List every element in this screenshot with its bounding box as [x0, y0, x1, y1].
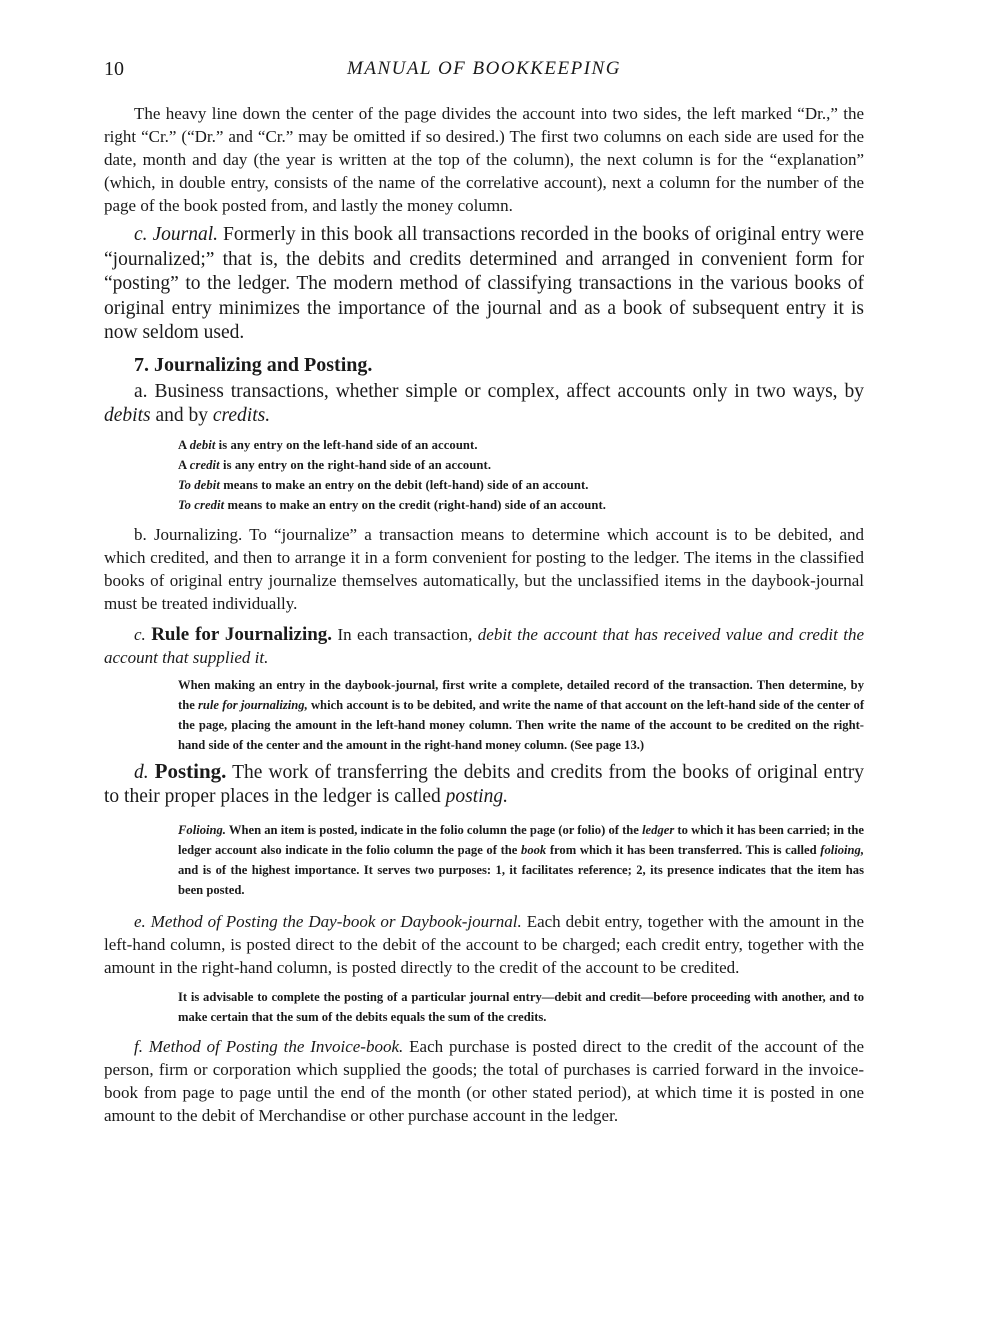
paragraph-c-text: In each transaction, [332, 624, 478, 644]
paragraph-d [104, 759, 864, 810]
definition-item: A credit is any entry on the right-hand side of an account. [178, 457, 492, 472]
paragraph-d-label: d. [134, 761, 155, 783]
paragraph-c [104, 623, 864, 669]
definition-item: To credit means to make an entry on the credit (right-hand) side of an account. [178, 497, 607, 512]
term-posting: posting. [445, 786, 508, 807]
page-header [104, 58, 864, 88]
paragraph-d-text: The work of transferring the debits and credits from the books of original entry to their proper places in the ledger is called [104, 761, 865, 807]
paragraph-a [104, 380, 864, 429]
term-debits: debits [104, 405, 151, 426]
paragraph-e-text: Each debit entry, together with the amount in the left-hand column, is posted direct to the debit of the account to be charged; each credit entry, together with the amount in the right-hand column, is posted directly to the credit of the account to be credited. [104, 911, 864, 977]
rule-heading: Rule for Journalizing. [151, 623, 333, 645]
page-number: 10 [104, 58, 124, 80]
paragraph-f-heading: f. Method of Posting the Invoice-book. [134, 1036, 404, 1056]
paragraph-e [104, 910, 864, 979]
running-title: MANUAL OF BOOKKEEPING [347, 58, 621, 79]
rule-statement: debit the account that has received value and credit the account that supplied it. [104, 624, 864, 667]
posting-heading: Posting. [154, 758, 227, 783]
posting-note: It is advisable to complete the posting of a particular journal entry—debit and credit—before proceeding with another, and to make certain that the sum of the debits equals the sum of the credits. [178, 989, 864, 1024]
journal-text: Formerly in this book all transactions recorded in the books of original entry were “journalized;” that is, the debits and credits determined and arranged in convenient form for “posting” to the ledger. The modern method of classifying transactions in the various books of original entry minimizes the importance of the journal and as a book of subsequent entry it is now seldom used. [104, 224, 864, 343]
paragraph-c-label: c. [134, 624, 152, 644]
term-credits: credits. [212, 405, 271, 426]
folioing-note: Folioing. When an item is posted, indicate in the folio column the page (or folio) of the ledger to which it has been carried; in the ledger account also indicate in the folio column the page of the book from which it has been transferred. This is called folioing, and is of the highest importance. It serves two purposes: 1, it facilitates reference; 2, its presence indicates that the item has been posted. [178, 822, 864, 897]
definition-item: A debit is any entry on the left-hand side of an account. [178, 437, 478, 452]
journal-paragraph [104, 223, 864, 346]
paragraph-e-heading: e. Method of Posting the Day-book or Daybook-journal. [134, 911, 522, 931]
definitions-list [104, 435, 864, 515]
paragraph-f [104, 1035, 864, 1127]
paragraph-a-and: and by [150, 405, 213, 426]
book-page [104, 58, 864, 1127]
intro-paragraph: The heavy line down the center of the page divides the account into two sides, the left marked “Dr.,” the right “Cr.” (“Dr.” and “Cr.” may be omitted if so desired.) The first two columns on each side are used for the date, month and day (the year is written at the top of the column), the next column is for the “explanation” (which, in double entry, consists of the name of the correlative account), next a column for the number of the page of the book posted from, and lastly the money column. [104, 104, 864, 215]
journal-label: c. Journal. [134, 224, 219, 245]
section-heading: 7. Journalizing and Posting. [134, 353, 373, 376]
journalizing-note: When making an entry in the daybook-journal, first write a complete, detailed record of the transaction. Then determine, by the rule for journalizing, which account is to be debited, and write the name of that account on the left-hand side of the center of the page, placing the amount in the left-hand money column. Then write the name of the account to be credited on the right-hand side of the center and the amount in the right-hand money column. (See page 13.) [178, 677, 865, 752]
paragraph-b: b. Journalizing. To “journalize” a transaction means to determine which account is to be debited, and which credited, and then to arrange it in a form convenient for posting to the ledger. The items in the classified books of original entry journalize themselves automatically, but the unclassified items in the daybook-journal must be treated individually. [104, 524, 864, 613]
definition-item: To debit means to make an entry on the debit (left-hand) side of an account. [178, 477, 589, 492]
paragraph-f-text: Each purchase is posted direct to the credit of the account of the person, firm or corporation which supplied the goods; the total of purchases is carried forward in the invoice-book from page to page until the end of the month (or other stated period), at which time it is posted in one amount to the debit of Merchandise or other purchase account in the ledger. [104, 1036, 864, 1125]
paragraph-a-text: a. Business transactions, whether simple or complex, affect accounts only in two ways, by [134, 380, 864, 402]
